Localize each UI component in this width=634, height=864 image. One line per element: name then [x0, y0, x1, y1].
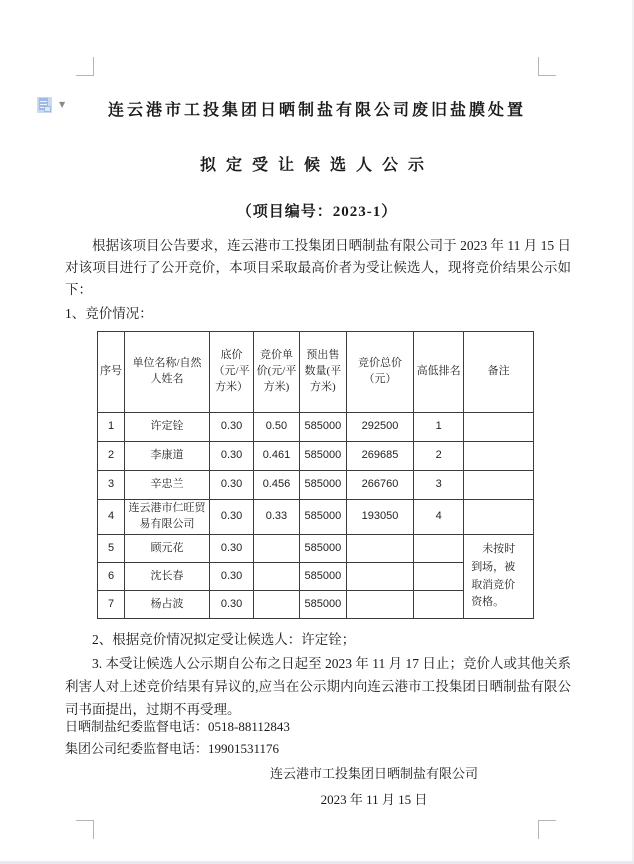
objection-paragraph: 3. 本受让候选人公示期自公布之日起至 2023 年 11 月 17 日止；竞价人或其他关系利害人对上述竞价结果有异议的,应当在公示期内向连云港市工投集团日晒制盐有限公司书面提出，过期不再受理。: [65, 656, 571, 717]
table-row: [98, 535, 534, 563]
cell-seq: 2: [98, 442, 125, 471]
section1-label: 1、竞价情况：: [65, 306, 153, 321]
signature-date: 2023 年 11 月 15 日: [320, 792, 428, 807]
cell-remark: [464, 471, 534, 500]
cell-name: 顾元花: [125, 535, 210, 563]
cell-base-price: 0.30: [210, 563, 254, 591]
header-bid-unit-price: 竞价单价(元/平方米): [254, 332, 300, 413]
cell-seq: 6: [98, 563, 125, 591]
cell-quantity: 585000: [299, 442, 346, 471]
candidate-paragraph: 2、根据竞价情况拟定受让候选人：许定铨；: [92, 632, 356, 647]
cell-bid-unit-price: 0.456: [254, 471, 300, 500]
phone-line-1: 日晒制盐纪委监督电话：0518-88112843: [65, 719, 290, 734]
cell-name: 辛忠兰: [125, 471, 210, 500]
cell-seq: 5: [98, 535, 125, 563]
cell-seq: 3: [98, 471, 125, 500]
header-base-price: 底价（元/平方米）: [210, 332, 254, 413]
table-row: [98, 471, 534, 500]
header-seq: 序号: [98, 332, 125, 413]
header-name: 单位名称/自然人姓名: [125, 332, 210, 413]
crop-mark-bottom-right: [538, 820, 556, 839]
cell-quantity: 585000: [299, 500, 346, 535]
cell-ranking: 2: [414, 442, 464, 471]
cell-ranking: 4: [414, 500, 464, 535]
cell-bid-unit-price: [254, 563, 300, 591]
intro-paragraph: 根据该项目公告要求，连云港市工投集团日晒制盐有限公司于 2023 年 11 月 15 日对该项目进行了公开竞价，本项目采取最高价者为受让候选人，现将竞价结果公示如下：: [65, 238, 571, 297]
cell-quantity: 585000: [299, 413, 346, 442]
cell-base-price: 0.30: [210, 442, 254, 471]
project-number: （项目编号：2023-1）: [236, 204, 398, 220]
cell-bid-unit-price: [254, 591, 300, 619]
cell-base-price: 0.30: [210, 413, 254, 442]
cell-bid-unit-price: 0.33: [254, 500, 300, 535]
cell-ranking: 1: [414, 413, 464, 442]
cell-name: 李康道: [125, 442, 210, 471]
cell-total-price: 292500: [346, 413, 413, 442]
cell-total-price: 269685: [346, 442, 413, 471]
header-remark: 备注: [464, 332, 534, 413]
supervision-phones: [65, 716, 571, 760]
cell-seq: 4: [98, 500, 125, 535]
cell-remark: [464, 500, 534, 535]
cell-name: 连云港市仁旺贸易有限公司: [125, 500, 210, 535]
signature-block: [268, 761, 480, 813]
header-quantity: 预出售数量(平方米): [299, 332, 346, 413]
cell-total-price: 193050: [346, 500, 413, 535]
cell-quantity: 585000: [299, 535, 346, 563]
cell-name: 沈长春: [125, 563, 210, 591]
signature-company: 连云港市工投集团日晒制盐有限公司: [269, 766, 478, 781]
cell-total-price: 266760: [346, 471, 413, 500]
cell-quantity: 585000: [299, 591, 346, 619]
cell-base-price: 0.30: [210, 591, 254, 619]
cell-bid-unit-price: 0.50: [254, 413, 300, 442]
table-row: [98, 500, 534, 535]
bid-results-table: [97, 331, 534, 619]
cell-quantity: 585000: [299, 471, 346, 500]
cell-name: 许定铨: [125, 413, 210, 442]
cell-ranking: [414, 535, 464, 563]
phone-line-2: 集团公司纪委监督电话：19901531176: [65, 741, 280, 756]
cell-total-price: [346, 591, 413, 619]
cell-total-price: [346, 535, 413, 563]
cell-remark: [464, 413, 534, 442]
cell-remark-merged: 未按时到场，被取消竞价资格。: [464, 535, 534, 619]
table-row: [98, 413, 534, 442]
doc-title-line2: 拟定受让候选人公示: [199, 157, 434, 174]
cell-seq: 7: [98, 591, 125, 619]
cell-name: 杨占波: [125, 591, 210, 619]
cell-ranking: [414, 563, 464, 591]
cell-total-price: [346, 563, 413, 591]
crop-mark-bottom-left: [76, 820, 94, 839]
cell-seq: 1: [98, 413, 125, 442]
header-total-price: 竞价总价（元）: [346, 332, 413, 413]
crop-mark-top-right: [538, 57, 556, 76]
cell-base-price: 0.30: [210, 471, 254, 500]
table-row: [98, 442, 534, 471]
crop-mark-top-left: [76, 57, 94, 76]
cell-base-price: 0.30: [210, 500, 254, 535]
cell-bid-unit-price: [254, 535, 300, 563]
cell-ranking: 3: [414, 471, 464, 500]
cell-bid-unit-price: 0.461: [254, 442, 300, 471]
cell-remark: [464, 442, 534, 471]
chevron-down-icon[interactable]: ▼: [59, 100, 66, 109]
table-header-row: [98, 332, 534, 413]
header-ranking: 高低排名: [414, 332, 464, 413]
doc-title-line1: 连云港市工投集团日晒制盐有限公司废旧盐膜处置: [107, 102, 526, 119]
cell-base-price: 0.30: [210, 535, 254, 563]
cell-quantity: 585000: [299, 563, 346, 591]
cell-ranking: [414, 591, 464, 619]
